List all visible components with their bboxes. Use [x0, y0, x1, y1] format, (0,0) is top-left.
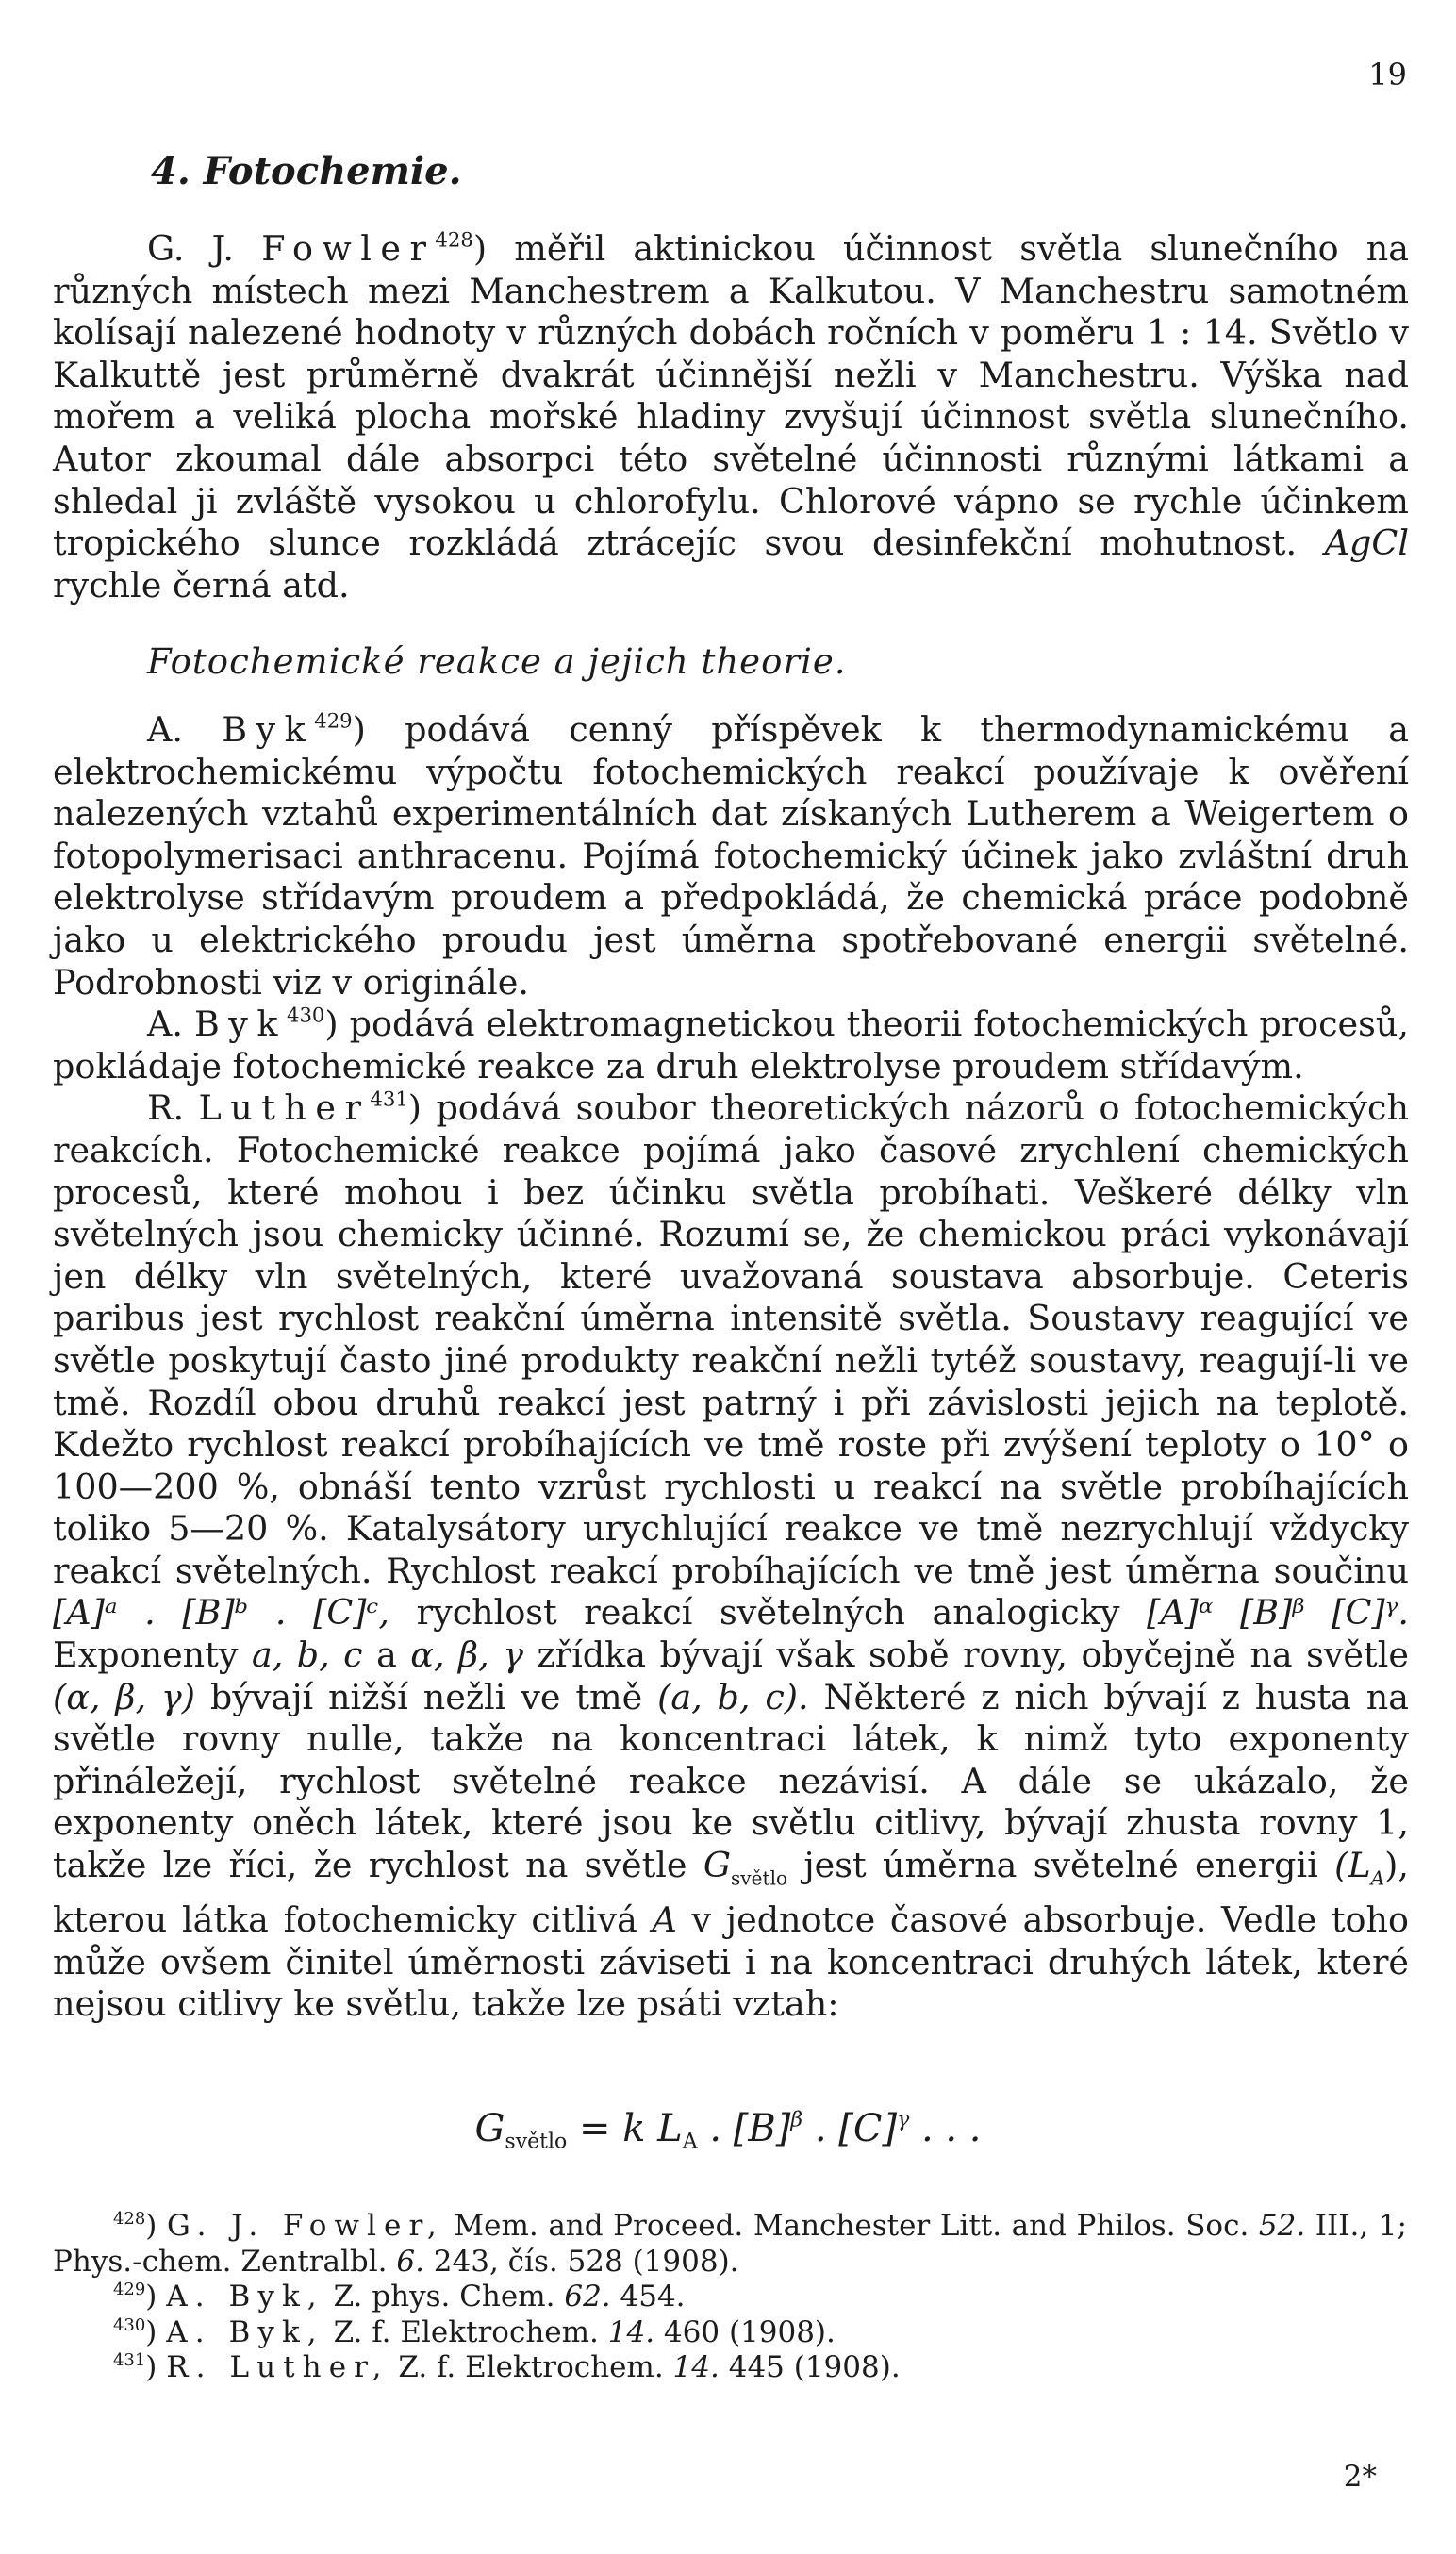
footnote-rest: 445 (1908). — [728, 2350, 901, 2384]
footnote-number: 430 — [113, 2314, 146, 2335]
formula-c: . [C] — [802, 2107, 898, 2150]
footnote-volume: 62. — [564, 2280, 611, 2314]
footnote-author: A. Byk, — [166, 2314, 324, 2349]
footnote-number: 429 — [113, 2279, 146, 2299]
printer-signature: 2* — [1343, 2460, 1377, 2494]
footnote-ref: 431 — [370, 1086, 408, 1111]
footnotes — [53, 2209, 1407, 2386]
footnote-rest: III., 1; Phys.-chem. Zentralbl. — [53, 2209, 1407, 2279]
footnote-rest: 454. — [620, 2280, 686, 2314]
footnote-429: $^{429}$) A. Byk, Z. phys. Chem. 62. 454. — [113, 2279, 686, 2314]
paragraph-text: podává elektromagnetickou theorii fotochemických procesů, pokládaje fotochemické reakce za druh elektrolyse proudem střídavým. — [53, 1003, 1409, 1086]
footnote-rest: 460 (1908). — [663, 2314, 836, 2349]
paragraph-text: kterou látka fotochemicky citlivá — [53, 1899, 637, 1940]
footnote-ref: 430 — [286, 1003, 325, 1027]
footnote-volume: 52. — [1258, 2209, 1306, 2243]
footnote-volume: 6. — [396, 2244, 424, 2279]
text-block-reactions — [53, 709, 1409, 2026]
formula-b-exp: β — [790, 2108, 803, 2132]
footnote-428: $^{428}$) G. J. Fowler, Mem. and Proceed. Manchester Litt. and Philos. Soc. 52. III., 1; Phys.-chem. Zentralbl. 6. 243, čís. 528 (1908). — [53, 2208, 1407, 2279]
math-product-dark: [A]ᵃ . [B]ᵇ . [C]ᶜ, — [53, 1592, 389, 1634]
paragraph-text: jest úměrna světelné energii — [803, 1845, 1318, 1886]
math-symbol-la: (L — [1334, 1845, 1371, 1886]
author-initial: G. J. — [147, 228, 235, 269]
math-subscript: A — [1370, 1866, 1385, 1890]
paragraph-byk-2: A. Byk$^{430}$) podává elektromagnetickou theorii fotochemických procesů, pokládaje fotochemické reakce za druh elektrolyse proudem střídavým. — [53, 1003, 1409, 1086]
paragraph-text: zřídka bývají však sobě rovny, obyčejně na světle — [537, 1634, 1409, 1676]
paragraph-text: Exponenty — [53, 1634, 239, 1676]
footnote-source: Z. phys. Chem. — [333, 2280, 555, 2314]
math-symbol-a: A — [652, 1899, 677, 1940]
page-number: 19 — [1368, 57, 1407, 92]
footnote-author: G. J. Fowler, — [166, 2209, 444, 2243]
paragraph-luther: R. Luther$^{431}$) podává soubor theoretických názorů o fotochemických reakcích. Fotochemické reakce pojímá jako časové zrychlení chemických procesů, které mohou i bez účinku světla probíhati. Veškeré délky vln světelných jsou chemicky účinné. Rozumí se, že chemickou práci vykonávají jen délky vln světelných, které uvažovaná soustava absorbuje. Ceteris paribus jest rychlost reakční úměrna intensitě světla. Soustavy reagující ve světle poskytují často jiné produkty reakční nežli tytéž soustavy, reagují-li ve tmě. Rozdíl obou druhů reakcí jest patrný i při závislosti jejich na teplotě. Kdežto rychlost reakcí probíhajících ve tmě roste při zvýšení teploty o 10° o 100—200 %, obnáší tento vzrůst rychlosti u reakcí na světle probíhajících toliko 5—20 %. Katalysátory urychlující reakce ve tmě nezrychlují vždycky reakcí světelných. Rychlost reakcí probíhajících ve tmě jest úměrna součinu [A]ᵃ . [B]ᵇ . [C]ᶜ, rychlost reakcí světelných analogicky [A]ᵅ [B]ᵝ [C]ᵞ. Exponenty a, b, c a α, β, γ zřídka bývají však sobě rovny, obyčejně na světle (α, β, γ) bývají nižší nežli ve tmě (a, b, c). Některé z nich bývají z husta na světle rovny nulle, takže na koncentraci látek, k nimž tyto exponenty přináležejí, rychlost světelné reakce nezávisí. A dále se ukázalo, že exponenty oněch látek, které jsou ke světlu citlivy, bývají zhusta rovny 1, takže lze říci, že rychlost na světle $G_{světlo}$ jest úměrna světelné energii $(L_A)$, kterou látka fotochemicky citlivá A v jednotce časové absorbuje. Vedle toho může ovšem činitel úměrnosti záviseti i na koncentraci druhých látek, které nejsou citlivy ke světlu, takže lze psáti vztah: — [53, 1086, 1410, 2025]
paragraph-fowler: G. J. Fowler$^{428}$) měřil aktinickou účinnost světla slunečního na různých místech mezi Manchestrem a Kalkutou. V Manchestru samotném kolísají nalezené hodnoty v různých dobách ročních v poměru 1 : 14. Světlo v Kalkuttě jest průměrně dvakrát účinnější nežli v Manchestru. Výška nad mořem a veliká plocha mořské hladiny zvyšují účinnost světla slunečního. Autor zkoumal dále absorpci této světelné účinnosti různými látkami a shledal ji zvláště vysokou u chlorofylu. Chlorové vápno se rychle účinkem tropického slunce rozkládá ztrácejíc svou desinfekční mohutnost. AgCl rychle černá atd. — [53, 227, 1410, 605]
math-exponents-light: (α, β, γ) — [53, 1676, 195, 1717]
formula-lhs-sub: světlo — [505, 2130, 568, 2154]
formula-lhs: G — [474, 2107, 505, 2150]
paragraph-text: rychlost reakcí světelných analogicky — [416, 1592, 1120, 1634]
footnote-430: $^{430}$) A. Byk, Z. f. Elektrochem. 14. 460 (1908). — [113, 2314, 836, 2349]
paragraph-text-tail: rychle černá atd. — [53, 564, 350, 605]
formula-la-sub: A — [682, 2130, 698, 2154]
paragraph-byk-1: A. Byk$^{429}$) podává cenný příspěvek k thermodynamickému a elektrochemickému výpočtu fotochemických reakcí používaje k ověření nalezených vztahů experimentálních dat získaných Lutherem a Weigertem o fotopolymerisaci anthracenu. Pojímá fotochemický účinek jako zvláštní druh elektrolyse střídavým proudem a předpokládá, že chemická práce podobně jako u elektrického proudu jest úměrna spotřebované energii světelné. Podrobnosti viz v originále. — [53, 708, 1409, 1003]
math-subscript: světlo — [731, 1866, 788, 1890]
paragraph-text: podává soubor theoretických názorů o fotochemických reakcích. Fotochemické reakce pojímá jako časové zrychlení chemických procesů, které mohou i bez účinku světla probíhati. Veškeré délky vln světelných jsou chemicky účinné. Rozumí se, že chemickou práci vykonávají jen délky vln světelných, které uvažovaná soustava absorbuje. Ceteris paribus jest rychlost reakční úměrna intensitě světla. Soustavy reagující ve světle poskytují často jiné produkty reakční nežli tytéž soustavy, reagují-li ve tmě. Rozdíl obou druhů reakcí jest patrný i při závislosti jejich na teplotě. Kdežto rychlost reakcí probíhajících ve tmě roste při zvýšení teploty o 10° o 100—200 %, obnáší tento vzrůst rychlosti u reakcí na světle probíhajících toliko 5—20 %. Katalysátory urychlující reakce ve tmě nezrychlují vždycky reakcí světelných. Rychlost reakcí probíhajících ve tmě jest úměrna součinu — [53, 1087, 1409, 1591]
author-initial: A. — [147, 709, 183, 750]
author-initial: A. — [147, 1003, 183, 1045]
paragraph-text: v jednotce časové absorbuje. Vedle toho může ovšem činitel úměrnosti záviseti i na koncentraci druhých látek, které nejsou citlivy ke světlu, takže lze psáti vztah: — [53, 1899, 1409, 2025]
paragraph-text: měřil aktinickou účinnost světla slunečního na různých místech mezi Manchestrem a Kalkutou. V Manchestru samotném kolísají nalezené hodnoty v různých dobách ročních v poměru 1 : 14. Světlo v Kalkuttě jest průměrně dvakrát účinnější nežli v Manchestru. Výška nad mořem a veliká plocha mořské hladiny zvyšují účinnost světla slunečního. Autor zkoumal dále absorpci této světelné účinnosti různými látkami a shledal ji zvláště vysokou u chlorofylu. Chlorové vápno se rychle účinkem tropického slunce rozkládá ztrácejíc svou desinfekční mohutnost. — [53, 228, 1409, 564]
math-paren: ), — [1384, 1845, 1409, 1886]
math-exponents-light: α, β, γ — [410, 1634, 523, 1676]
footnote-author: R. Luther, — [166, 2350, 389, 2384]
math-exponents-dark: (a, b, c). — [657, 1676, 809, 1717]
chemical-formula: AgCl — [1324, 522, 1410, 564]
footnote-rest: 243, čís. 528 (1908). — [433, 2244, 739, 2279]
formula-equals: = k L — [567, 2107, 683, 2150]
formula-equation — [0, 2107, 1456, 2154]
footnote-source: Mem. and Proceed. Manchester Litt. and Philos. Soc. — [454, 2209, 1249, 2243]
footnote-431: $^{431}$) R. Luther, Z. f. Elektrochem. 14. 445 (1908). — [113, 2349, 901, 2384]
paragraph-text: a — [376, 1634, 397, 1676]
author-initial: R. — [147, 1087, 185, 1129]
math-exponents-dark: a, b, c — [251, 1634, 363, 1676]
footnote-source: Z. f. Elektrochem. — [398, 2350, 664, 2384]
paragraph-text: bývají nižší nežli ve tmě — [209, 1676, 643, 1717]
math-symbol-g: G — [703, 1845, 731, 1886]
author-name: Luther — [198, 1087, 371, 1129]
formula-tail: . . . — [909, 2107, 982, 2150]
author-name: Fowler — [261, 228, 436, 269]
footnote-author: A. Byk, — [166, 2280, 324, 2314]
author-name: Byk — [193, 1003, 287, 1045]
footnote-source: Z. f. Elektrochem. — [333, 2314, 599, 2349]
paragraph-text: Některé z nich bývají z husta na světle rovny nulle, takže na koncentraci látek, k nimž tyto exponenty přináležejí, rychlost světelné reakce nezávisí. A dále se ukázalo, že exponenty oněch látek, které jsou ke světlu citlivy, bývají zhusta rovny 1, takže lze říci, že rychlost na světle — [53, 1676, 1410, 1886]
footnote-ref: 428 — [435, 227, 473, 252]
footnote-ref: 429 — [314, 708, 353, 733]
math-product-light: [A]ᵅ [B]ᵝ [C]ᵞ. — [1147, 1592, 1410, 1634]
section-title: 4. Fotochemie. — [151, 149, 462, 193]
subheading: Fotochemické reakce a jejich theorie. — [147, 641, 847, 682]
footnote-number: 428 — [113, 2208, 146, 2229]
footnote-volume: 14. — [672, 2350, 720, 2384]
footnote-volume: 14. — [607, 2314, 655, 2349]
formula-b: . [B] — [697, 2107, 791, 2150]
paragraph-text: podává cenný příspěvek k thermodynamickému a elektrochemickému výpočtu fotochemických reakcí používaje k ověření nalezených vztahů experimentálních dat získaných Lutherem a Weigertem o fotopolymerisaci anthracenu. Pojímá fotochemický účinek jako zvláštní druh elektrolyse střídavým proudem a předpokládá, že chemická práce podobně jako u elektrického proudu jest úměrna spotřebované energii světelné. Podrobnosti viz v originále. — [53, 709, 1409, 1003]
author-name: Byk — [222, 709, 315, 750]
formula-c-exp: γ — [897, 2108, 910, 2132]
footnote-number: 431 — [113, 2349, 146, 2370]
